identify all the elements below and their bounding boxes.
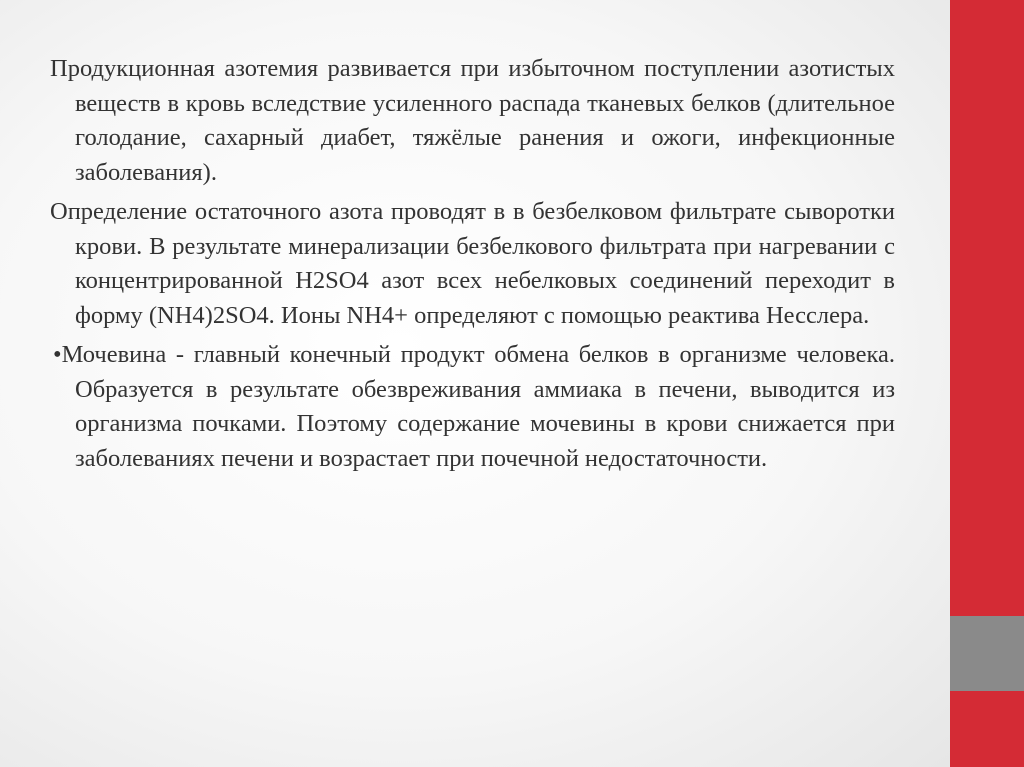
paragraph-residual-nitrogen: Определение остаточного азота проводят в в безбелковом фильтрате сыворотки крови. В результате минерализации безбелкового фильтрата при нагревании с концентрированной H2SO4 азот всех небелковых соединений переходит в форму (NH4)2SO4. Ионы NH4+ определяют с помощью реактива Несслера. <box>50 198 895 329</box>
right-accent-gray-block <box>950 616 1024 691</box>
slide-text-body <box>50 52 895 481</box>
paragraph-urea: •Мочевина - главный конечный продукт обмена белков в организме человека. Образуется в результате обезвреживания аммиака в печени, выводится из организма почками. Поэтому содержание мочевины в крови снижается при заболеваниях печени и возрастает при почечной недостаточности. <box>53 341 895 472</box>
paragraph-production-azotemia: Продукционная азотемия развивается при избыточном поступлении азотистых веществ в кровь вследствие усиленного распада тканевых белков (длительное голодание, сахарный диабет, тяжёлые ранения и ожоги, инфекционные заболевания). <box>50 55 895 186</box>
